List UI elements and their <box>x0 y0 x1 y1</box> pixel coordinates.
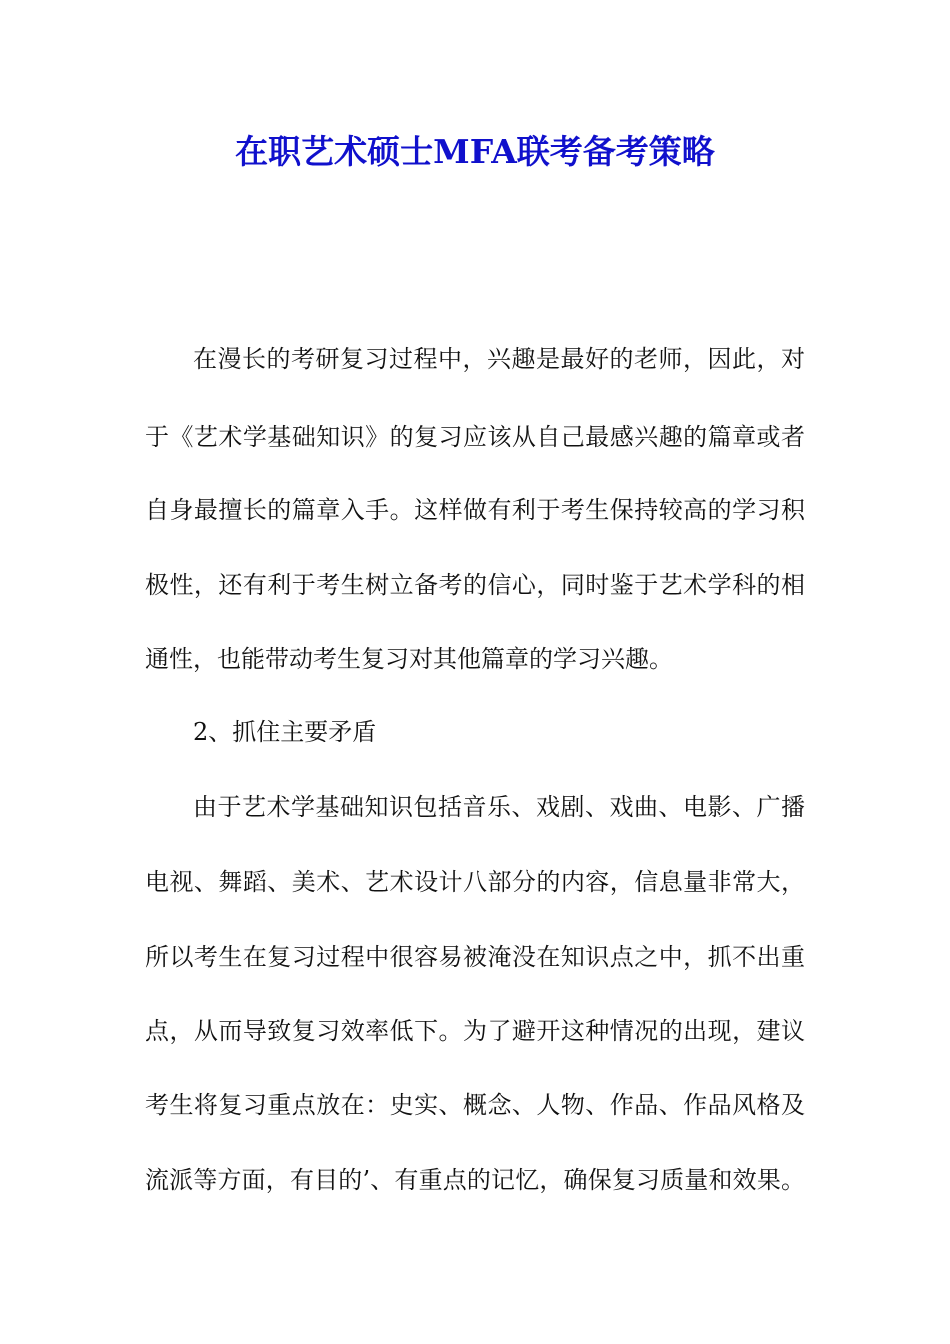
paragraph2-line-1: 由于艺术学基础知识包括音乐、戏剧、戏曲、电影、广播 <box>193 793 805 821</box>
paragraph1-line-5: 通性，也能带动考生复习对其他篇章的学习兴趣。 <box>145 645 673 673</box>
section-heading: 2、抓住主要矛盾 <box>193 718 377 746</box>
paragraph2-line-6: 流派等方面，有目的’、有重点的记忆，确保复习质量和效果。 <box>145 1166 805 1194</box>
paragraph2-line-2: 电视、舞蹈、美术、艺术设计八部分的内容，信息量非常大， <box>145 868 805 896</box>
paragraph1-line-4: 极性，还有利于考生树立备考的信心，同时鉴于艺术学科的相 <box>145 571 805 599</box>
paragraph2-line-5: 考生将复习重点放在：史实、概念、人物、作品、作品风格及 <box>145 1091 805 1119</box>
paragraph1-line-1: 在漫长的考研复习过程中，兴趣是最好的老师，因此，对 <box>193 345 805 373</box>
paragraph1-line-2: 于《艺术学基础知识》的复习应该从自己最感兴趣的篇章或者 <box>145 423 805 451</box>
paragraph1-line-3: 自身最擅长的篇章入手。这样做有利于考生保持较高的学习积 <box>145 496 805 524</box>
paragraph2-line-3: 所以考生在复习过程中很容易被淹没在知识点之中，抓不出重 <box>145 943 805 971</box>
document-title: 在职艺术硕士MFA联考备考策略 <box>235 132 715 171</box>
paragraph2-line-4: 点，从而导致复习效率低下。为了避开这种情况的出现，建议 <box>145 1017 805 1045</box>
